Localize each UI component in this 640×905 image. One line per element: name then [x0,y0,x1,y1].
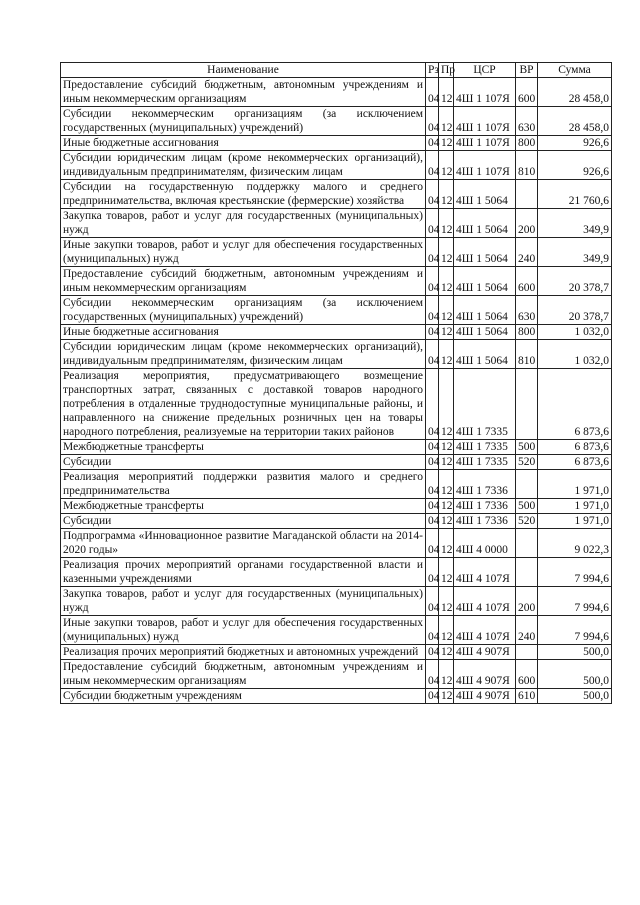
header-name: Наименование [61,63,426,78]
row-csr: 4Ш 1 7335 [454,369,516,440]
row-vr: 200 [516,587,538,616]
row-csr: 4Ш 1 107Я [454,107,516,136]
row-rz: 04 [426,616,439,645]
row-rz: 04 [426,340,439,369]
row-csr: 4Ш 1 5064 [454,325,516,340]
row-vr: 810 [516,340,538,369]
row-csr: 4Ш 4 907Я [454,689,516,704]
row-pr: 12 [439,151,454,180]
row-vr: 600 [516,660,538,689]
budget-table [60,62,612,704]
row-name: Субсидии [61,455,426,470]
row-vr: 800 [516,325,538,340]
table-row [61,660,612,689]
row-csr: 4Ш 4 907Я [454,645,516,660]
row-name: Реализация мероприятий поддержки развития малого и среднего предпринимательства [61,470,426,499]
row-name: Закупка товаров, работ и услуг для государственных (муниципальных) нужд [61,587,426,616]
row-vr [516,369,538,440]
row-pr: 12 [439,470,454,499]
row-csr: 4Ш 1 5064 [454,209,516,238]
row-pr: 12 [439,616,454,645]
row-pr: 12 [439,660,454,689]
row-vr: 610 [516,689,538,704]
row-rz: 04 [426,238,439,267]
row-name: Реализация мероприятия, предусматривающего возмещение транспортных затрат, связанных с доставкой товаров народного потребления в отдаленные труднодоступные муниципальные районы, и направленного на снижение предельных розничных цен на товары народного потребления, реализуемые на территории таких районов [61,369,426,440]
row-pr: 12 [439,209,454,238]
row-csr: 4Ш 4 107Я [454,587,516,616]
row-csr: 4Ш 1 5064 [454,180,516,209]
row-sum: 500,0 [538,645,612,660]
row-vr: 200 [516,209,538,238]
table-row [61,107,612,136]
table-row [61,440,612,455]
row-csr: 4Ш 1 5064 [454,340,516,369]
row-name: Иные бюджетные ассигнования [61,325,426,340]
table-row [61,296,612,325]
row-pr: 12 [439,107,454,136]
row-rz: 04 [426,660,439,689]
row-name: Субсидии на государственную поддержку малого и среднего предпринимательства, включая крестьянские (фермерские) хозяйства [61,180,426,209]
table-row [61,645,612,660]
row-name: Субсидии бюджетным учреждениям [61,689,426,704]
row-sum: 9 022,3 [538,529,612,558]
row-vr: 600 [516,267,538,296]
row-name: Реализация прочих мероприятий органами государственной власти и казенными учреждениями [61,558,426,587]
row-sum: 349,9 [538,209,612,238]
row-sum: 349,9 [538,238,612,267]
table-row [61,180,612,209]
row-vr: 630 [516,296,538,325]
table-row [61,514,612,529]
header-pr: Пр [439,63,454,78]
row-pr: 12 [439,587,454,616]
row-rz: 04 [426,136,439,151]
row-rz: 04 [426,209,439,238]
row-sum: 1 971,0 [538,514,612,529]
table-row [61,209,612,238]
row-pr: 12 [439,296,454,325]
row-rz: 04 [426,78,439,107]
row-sum: 500,0 [538,689,612,704]
row-rz: 04 [426,645,439,660]
row-vr: 630 [516,107,538,136]
row-csr: 4Ш 1 5064 [454,238,516,267]
row-name: Реализация прочих мероприятий бюджетных и автономных учреждений [61,645,426,660]
header-vr: ВР [516,63,538,78]
row-vr: 800 [516,136,538,151]
row-sum: 1 032,0 [538,340,612,369]
row-vr [516,558,538,587]
table-header-row [61,63,612,78]
row-csr: 4Ш 1 5064 [454,267,516,296]
row-pr: 12 [439,78,454,107]
row-rz: 04 [426,440,439,455]
table-row [61,587,612,616]
row-sum: 926,6 [538,151,612,180]
row-pr: 12 [439,369,454,440]
row-pr: 12 [439,514,454,529]
row-rz: 04 [426,689,439,704]
row-name: Субсидии юридическим лицам (кроме некоммерческих организаций), индивидуальным предпринимателям, физическим лицам [61,340,426,369]
row-vr: 810 [516,151,538,180]
row-rz: 04 [426,514,439,529]
table-row [61,616,612,645]
row-sum: 28 458,0 [538,107,612,136]
row-name: Предоставление субсидий бюджетным, автономным учреждениям и иным некоммерческим организациям [61,78,426,107]
row-csr: 4Ш 4 107Я [454,616,516,645]
table-row [61,136,612,151]
row-csr: 4Ш 4 107Я [454,558,516,587]
row-sum: 21 760,6 [538,180,612,209]
row-name: Закупка товаров, работ и услуг для государственных (муниципальных) нужд [61,209,426,238]
row-rz: 04 [426,296,439,325]
row-name: Субсидии некоммерческим организациям (за исключением государственных (муниципальных) учреждений) [61,296,426,325]
row-csr: 4Ш 1 107Я [454,78,516,107]
table-row [61,689,612,704]
row-vr: 500 [516,499,538,514]
row-vr [516,180,538,209]
row-vr: 600 [516,78,538,107]
row-pr: 12 [439,440,454,455]
row-rz: 04 [426,107,439,136]
row-csr: 4Ш 1 5064 [454,296,516,325]
row-csr: 4Ш 1 7335 [454,440,516,455]
table-row [61,529,612,558]
row-rz: 04 [426,558,439,587]
row-rz: 04 [426,325,439,340]
row-name: Иные закупки товаров, работ и услуг для обеспечения государственных (муниципальных) нужд [61,616,426,645]
row-rz: 04 [426,470,439,499]
row-sum: 20 378,7 [538,296,612,325]
table-row [61,267,612,296]
table-row [61,455,612,470]
row-csr: 4Ш 1 107Я [454,136,516,151]
table-row [61,340,612,369]
row-rz: 04 [426,499,439,514]
row-sum: 1 032,0 [538,325,612,340]
row-sum: 6 873,6 [538,369,612,440]
row-rz: 04 [426,587,439,616]
row-sum: 7 994,6 [538,616,612,645]
row-pr: 12 [439,267,454,296]
row-name: Иные закупки товаров, работ и услуг для обеспечения государственных (муниципальных) нужд [61,238,426,267]
row-vr [516,645,538,660]
row-sum: 7 994,6 [538,587,612,616]
row-vr: 240 [516,238,538,267]
row-csr: 4Ш 1 7336 [454,514,516,529]
row-name: Предоставление субсидий бюджетным, автономным учреждениям и иным некоммерческим организациям [61,660,426,689]
row-sum: 28 458,0 [538,78,612,107]
table-row [61,499,612,514]
row-rz: 04 [426,529,439,558]
row-vr: 520 [516,514,538,529]
row-sum: 926,6 [538,136,612,151]
row-name: Межбюджетные трансферты [61,499,426,514]
header-sum: Сумма [538,63,612,78]
row-rz: 04 [426,180,439,209]
table-row [61,78,612,107]
row-csr: 4Ш 1 107Я [454,151,516,180]
row-vr [516,529,538,558]
row-csr: 4Ш 1 7336 [454,499,516,514]
row-pr: 12 [439,238,454,267]
row-pr: 12 [439,558,454,587]
table-row [61,470,612,499]
row-csr: 4Ш 4 0000 [454,529,516,558]
row-rz: 04 [426,369,439,440]
row-rz: 04 [426,267,439,296]
row-csr: 4Ш 1 7336 [454,470,516,499]
row-pr: 12 [439,325,454,340]
row-csr: 4Ш 1 7335 [454,455,516,470]
row-pr: 12 [439,499,454,514]
row-pr: 12 [439,645,454,660]
row-sum: 7 994,6 [538,558,612,587]
row-name: Межбюджетные трансферты [61,440,426,455]
row-vr: 240 [516,616,538,645]
row-pr: 12 [439,136,454,151]
row-rz: 04 [426,151,439,180]
row-name: Субсидии [61,514,426,529]
row-name: Подпрограмма «Инновационное развитие Магаданской области на 2014-2020 годы» [61,529,426,558]
row-sum: 6 873,6 [538,440,612,455]
row-sum: 20 378,7 [538,267,612,296]
table-row [61,238,612,267]
row-rz: 04 [426,455,439,470]
row-sum: 6 873,6 [538,455,612,470]
table-row [61,151,612,180]
row-pr: 12 [439,455,454,470]
row-pr: 12 [439,340,454,369]
table-row [61,558,612,587]
row-pr: 12 [439,689,454,704]
row-vr [516,470,538,499]
header-csr: ЦСР [454,63,516,78]
row-csr: 4Ш 4 907Я [454,660,516,689]
row-pr: 12 [439,529,454,558]
header-rz: Рз [426,63,439,78]
row-name: Иные бюджетные ассигнования [61,136,426,151]
row-sum: 1 971,0 [538,470,612,499]
row-name: Субсидии юридическим лицам (кроме некоммерческих организаций), индивидуальным предпринимателям, физическим лицам [61,151,426,180]
table-row [61,369,612,440]
row-name: Предоставление субсидий бюджетным, автономным учреждениям и иным некоммерческим организациям [61,267,426,296]
row-pr: 12 [439,180,454,209]
table-row [61,325,612,340]
row-sum: 500,0 [538,660,612,689]
row-sum: 1 971,0 [538,499,612,514]
row-vr: 520 [516,455,538,470]
row-name: Субсидии некоммерческим организациям (за исключением государственных (муниципальных) учреждений) [61,107,426,136]
row-vr: 500 [516,440,538,455]
